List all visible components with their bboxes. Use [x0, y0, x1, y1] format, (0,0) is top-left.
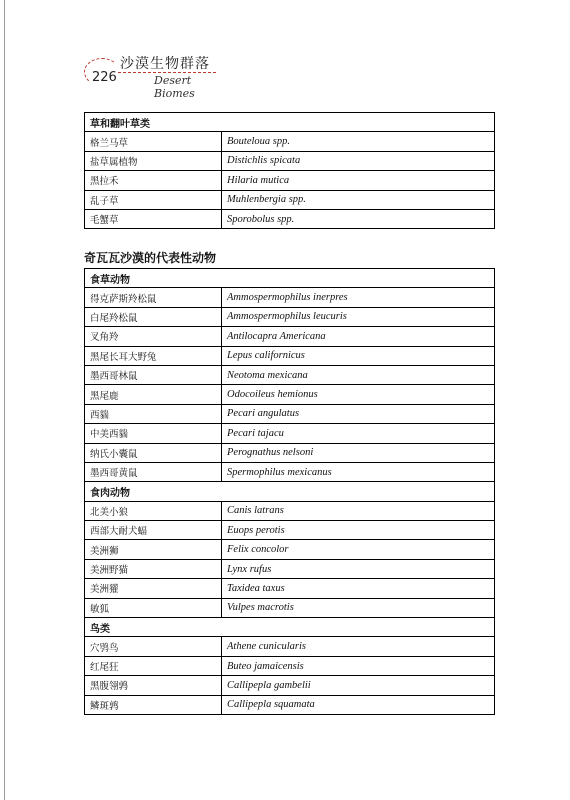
scientific-name: Distichlis spicata [222, 151, 495, 170]
grasses-table [84, 112, 495, 229]
common-name: 纳氏小囊鼠 [85, 443, 222, 462]
header-title-english: Desert Biomes [154, 74, 195, 100]
page-edge-rule [4, 0, 5, 800]
table-row [85, 307, 495, 326]
table-group-header [85, 113, 495, 132]
common-name: 红尾狂 [85, 656, 222, 675]
scientific-name: Vulpes macrotis [222, 598, 495, 617]
group-title: 食肉动物 [85, 482, 495, 501]
scientific-name: Ammospermophilus leucuris [222, 307, 495, 326]
header-divider [118, 72, 216, 73]
common-name: 敏狐 [85, 598, 222, 617]
common-name: 墨西哥黄鼠 [85, 462, 222, 481]
common-name: 乱子草 [85, 190, 222, 209]
scientific-name: Callipepla gambelii [222, 676, 495, 695]
group-title: 鸟类 [85, 618, 495, 637]
common-name: 美洲獾 [85, 579, 222, 598]
table-row [85, 579, 495, 598]
table-row [85, 190, 495, 209]
page-number: 226 [92, 70, 117, 85]
table-row [85, 404, 495, 423]
common-name: 墨西哥林鼠 [85, 365, 222, 384]
scientific-name: Muhlenbergia spp. [222, 190, 495, 209]
scientific-name: Athene cunicularis [222, 637, 495, 656]
scientific-name: Canis latrans [222, 501, 495, 520]
group-title: 草和翻叶草类 [85, 113, 495, 132]
header-title-chinese: 沙漠生物群落 [120, 56, 210, 72]
table-group-header [85, 618, 495, 637]
table-group-header [85, 482, 495, 501]
table-row [85, 598, 495, 617]
table-row [85, 385, 495, 404]
table-row [85, 521, 495, 540]
common-name: 黑拉禾 [85, 171, 222, 190]
running-header [84, 50, 224, 100]
group-title: 食草动物 [85, 269, 495, 288]
scientific-name: Ammospermophilus inerpres [222, 288, 495, 307]
common-name: 北美小狼 [85, 501, 222, 520]
common-name: 叉角羚 [85, 327, 222, 346]
table-row [85, 559, 495, 578]
common-name: 中美西貒 [85, 424, 222, 443]
common-name: 美洲野猫 [85, 559, 222, 578]
common-name: 西貒 [85, 404, 222, 423]
common-name: 黑尾长耳大野兔 [85, 346, 222, 365]
table-row [85, 365, 495, 384]
common-name: 白尾羚松鼠 [85, 307, 222, 326]
table-row [85, 288, 495, 307]
scientific-name: Pecari tajacu [222, 424, 495, 443]
common-name: 黑尾鹿 [85, 385, 222, 404]
common-name: 鳞斑鹑 [85, 695, 222, 714]
scientific-name: Bouteloua spp. [222, 132, 495, 151]
table-row [85, 501, 495, 520]
table-row [85, 676, 495, 695]
table-row [85, 695, 495, 714]
scientific-name: Hilaria mutica [222, 171, 495, 190]
common-name: 毛蟹草 [85, 209, 222, 228]
common-name: 穴鸮鸟 [85, 637, 222, 656]
table-row [85, 327, 495, 346]
table-row [85, 171, 495, 190]
scientific-name: Antilocapra Americana [222, 327, 495, 346]
table-group-header [85, 269, 495, 288]
common-name: 美洲狮 [85, 540, 222, 559]
scientific-name: Sporobolus spp. [222, 209, 495, 228]
table-row [85, 656, 495, 675]
common-name: 盐草属植物 [85, 151, 222, 170]
scientific-name: Odocoileus hemionus [222, 385, 495, 404]
scientific-name: Perognathus nelsoni [222, 443, 495, 462]
table-row [85, 132, 495, 151]
animals-table [84, 268, 495, 715]
common-name: 西部大耐犬蝠 [85, 521, 222, 540]
common-name: 黑腹翎鹑 [85, 676, 222, 695]
scientific-name: Pecari angulatus [222, 404, 495, 423]
scientific-name: Euops perotis [222, 521, 495, 540]
table-row [85, 346, 495, 365]
table-row [85, 540, 495, 559]
table-row [85, 443, 495, 462]
table-row [85, 209, 495, 228]
scientific-name: Lepus californicus [222, 346, 495, 365]
section-title: 奇瓦瓦沙漠的代表性动物 [84, 251, 217, 265]
scientific-name: Buteo jamaicensis [222, 656, 495, 675]
common-name: 得克萨斯羚松鼠 [85, 288, 222, 307]
scientific-name: Neotoma mexicana [222, 365, 495, 384]
scientific-name: Callipepla squamata [222, 695, 495, 714]
table-row [85, 462, 495, 481]
table-row [85, 424, 495, 443]
table-row [85, 637, 495, 656]
scientific-name: Felix concolor [222, 540, 495, 559]
scientific-name: Lynx rufus [222, 559, 495, 578]
table-row [85, 151, 495, 170]
scientific-name: Spermophilus mexicanus [222, 462, 495, 481]
scientific-name: Taxidea taxus [222, 579, 495, 598]
common-name: 格兰马草 [85, 132, 222, 151]
